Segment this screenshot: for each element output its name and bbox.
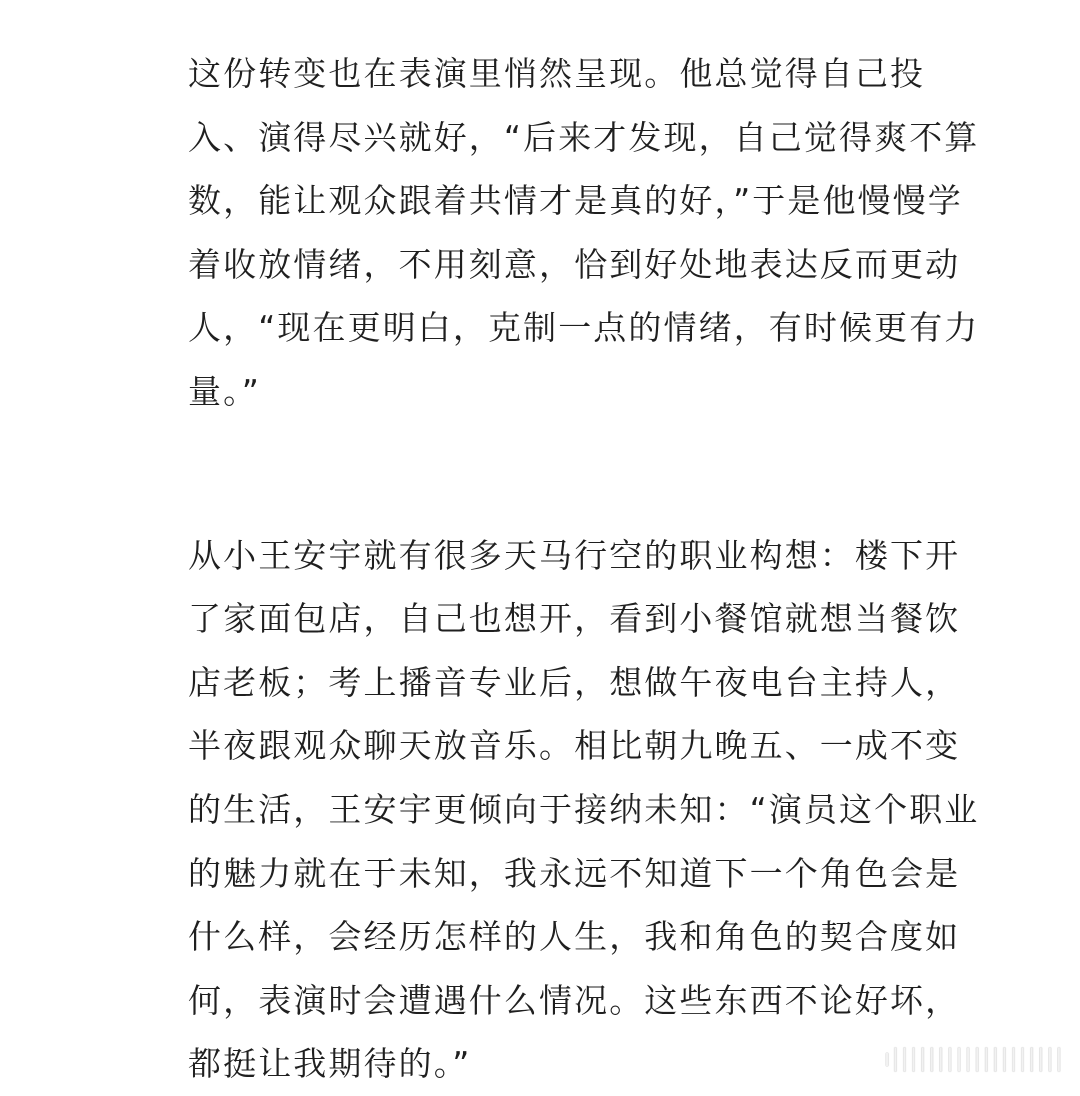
text-line: 了家面包店，自己也想开，看到小餐馆就想当餐饮: [188, 599, 961, 639]
text-line: 都挺让我期待的。”: [188, 1044, 472, 1084]
text-line: 数，能让观众跟着共情才是真的好，”于是他慢慢学: [188, 181, 963, 221]
text-line: 的魅力就在于未知，我永远不知道下一个角色会是: [188, 853, 961, 893]
text-line: 入、演得尽兴就好，“后来才发现，自己觉得爽不算: [188, 117, 980, 157]
article-body: [188, 42, 980, 1096]
text-line: 的生活，王安宇更倾向于接纳未知：“演员这个职业: [188, 789, 980, 829]
paragraph-spacer: [188, 424, 893, 524]
text-line: 人，“现在更明白，克制一点的情绪，有时候更有力: [188, 308, 980, 348]
watermark: ı|||||||||||||||||||: [883, 1044, 1064, 1072]
text-line: 半夜跟观众聊天放音乐。相比朝九晚五、一成不变: [188, 726, 961, 766]
paragraph-career-dreams: [188, 524, 980, 1096]
paragraph-transformation: [188, 42, 980, 424]
text-line: 量。”: [188, 371, 261, 411]
text-line: 店老板；考上播音专业后，想做午夜电台主持人，: [188, 662, 961, 702]
text-line: 从小王安宇就有很多天马行空的职业构想：楼下开: [188, 535, 961, 575]
text-line: 这份转变也在表演里悄然呈现。他总觉得自己投: [188, 54, 926, 93]
text-line: 什么样，会经历怎样的人生，我和角色的契合度如: [188, 917, 961, 957]
text-line: 着收放情绪，不用刻意，恰到好处地表达反而更动: [188, 244, 961, 284]
text-line: 何，表演时会遭遇什么情况。这些东西不论好坏，: [188, 980, 961, 1020]
